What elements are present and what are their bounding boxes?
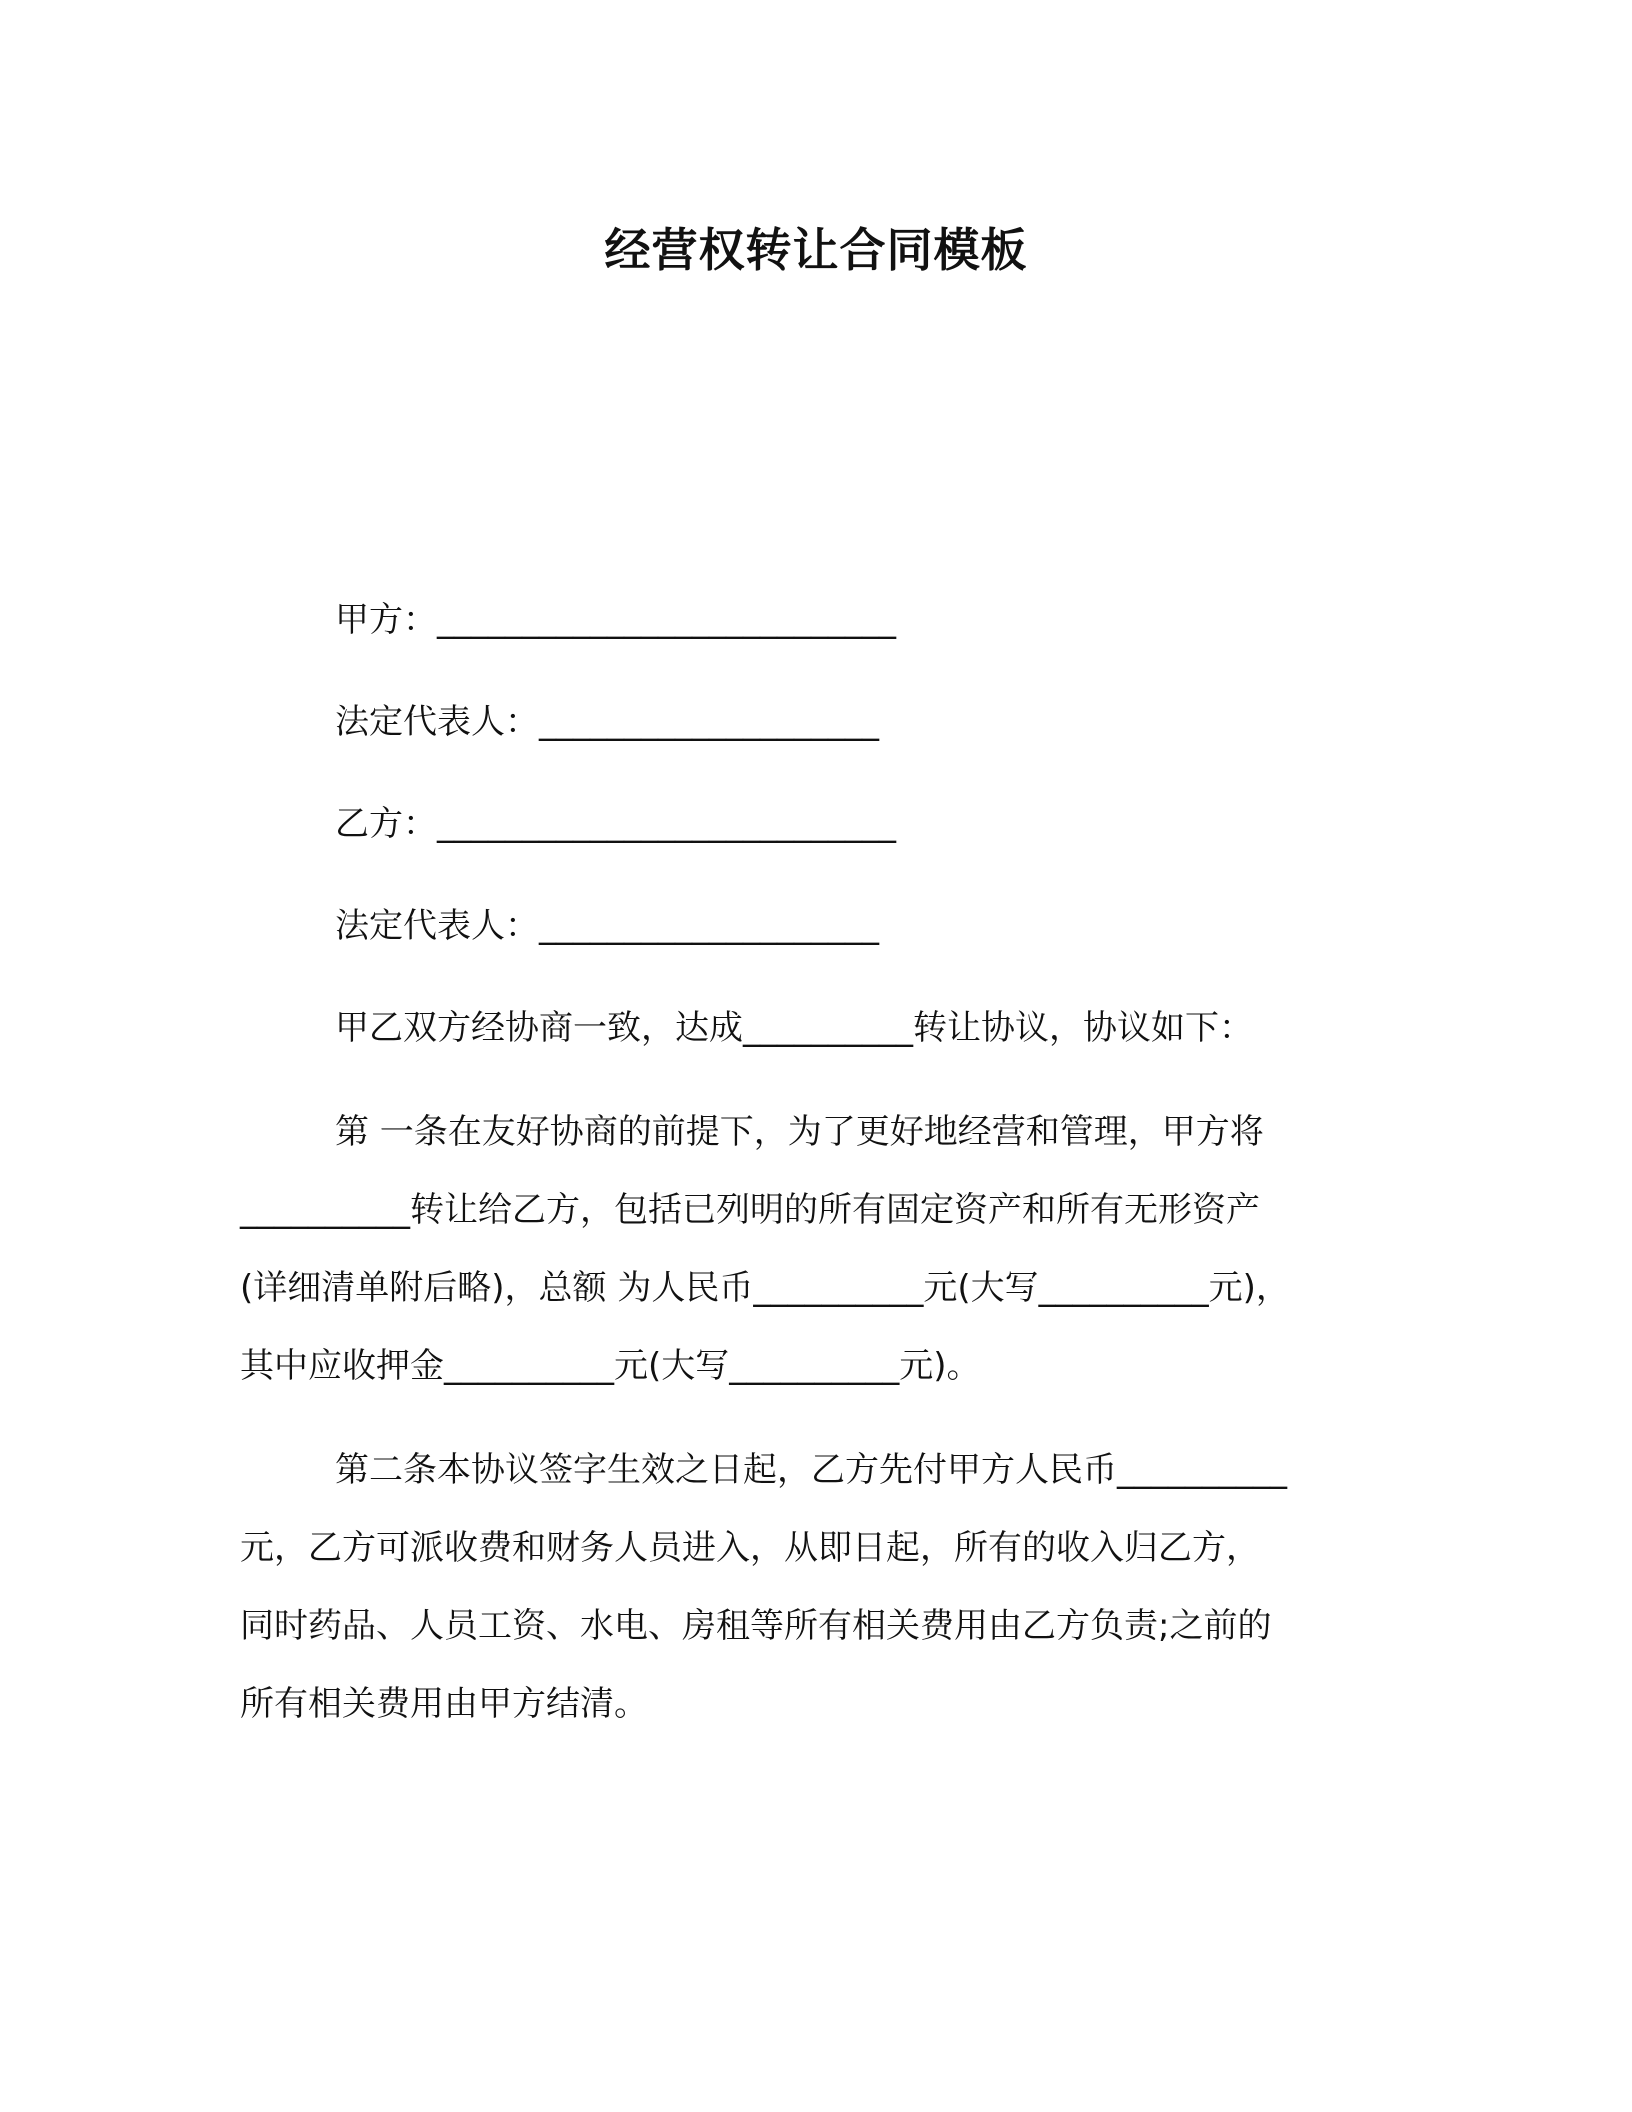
article-1-line-4: 其中应收押金__________元(大写__________元)。 — [240, 1346, 981, 1386]
party-a-representative-label: 法定代表人： — [335, 702, 539, 742]
party-a-representative-blank: ____________________ — [539, 702, 879, 742]
article-1-line-3: (详细清单附后略)，总额 为人民币__________元(大写__________元)， — [240, 1268, 1290, 1308]
party-a-label: 甲方： — [335, 600, 437, 640]
article-2-line-3: 同时药品、人员工资、水电、房租等所有相关费用由乙方负责;之前的 — [240, 1606, 1272, 1646]
article-1-line-1: 第 一条在友好协商的前提下，为了更好地经营和管理，甲方将 — [335, 1112, 1264, 1152]
article-1-line-2: __________转让给乙方，包括已列明的所有固定资产和所有无形资产 — [240, 1190, 1260, 1230]
party-b-representative-blank: ____________________ — [539, 906, 879, 946]
party-a-blank: ___________________________ — [437, 600, 896, 640]
party-b-representative-label: 法定代表人： — [335, 906, 539, 946]
party-a-field — [335, 596, 896, 644]
article-2-line-4: 所有相关费用由甲方结清。 — [240, 1684, 648, 1724]
party-b-label: 乙方： — [335, 804, 437, 844]
intro-paragraph: 甲乙双方经协商一致，达成__________转让协议，协议如下： — [335, 1008, 1253, 1048]
party-a-representative-field — [335, 698, 879, 746]
article-2-line-2: 元，乙方可派收费和财务人员进入，从即日起，所有的收入归乙方， — [240, 1528, 1260, 1568]
party-b-blank: ___________________________ — [437, 804, 896, 844]
party-b-representative-field — [335, 902, 879, 950]
article-2-line-1: 第二条本协议签字生效之日起，乙方先付甲方人民币__________ — [335, 1450, 1287, 1490]
document-title: 经营权转让合同模板 — [604, 223, 1028, 277]
party-b-field — [335, 800, 896, 848]
